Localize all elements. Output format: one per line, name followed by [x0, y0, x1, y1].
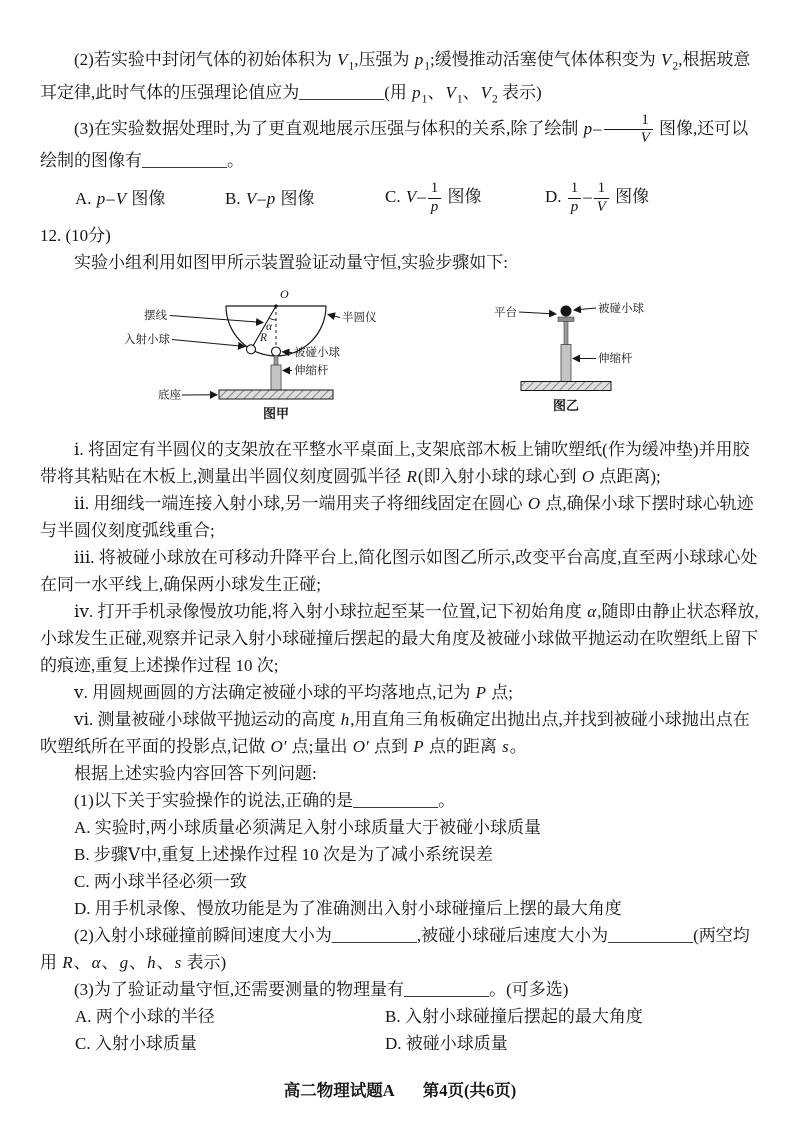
q11-options	[40, 181, 760, 215]
q12-q3-options	[40, 1003, 760, 1057]
q11-option-d: D. $\frac{1}{p}$ – $\frac{1}{V}$ 图像	[545, 180, 650, 215]
q11-part3: (3)在实验数据处理时,为了更直观地展示压强与体积的关系,除了绘制 p– $\frac{1}{V}$ 图像,还可以绘制的图像有__________。	[40, 111, 749, 171]
q12-step-vi: ⅵ. 测量被碰小球做平抛运动的高度 h,用直角三角板确定出抛出点,并找到被碰小球抛出点在吹塑纸所在平面的投影点,记做 O′ 点;量出 O′ 点到 P 点的距离 s。	[40, 709, 750, 756]
telescopic-rod-lower	[561, 344, 571, 381]
alpha-label: α	[265, 320, 273, 333]
base-block	[521, 381, 611, 390]
telescopic-rod-upper	[564, 321, 568, 344]
struck-ball	[561, 305, 572, 316]
q12-q1-option-c: C. 两小球半径必须一致	[74, 871, 247, 891]
q12-step-ii: ⅱ. 用细线一端连接入射小球,另一端用夹子将细线固定在圆心 O 点,确保小球下摆时球心轨迹与半圆仪刻度弧线重合;	[40, 493, 754, 540]
q12-q3-option-d: D. 被碰小球质量	[385, 1033, 508, 1053]
q12-lead: 根据上述实验内容回答下列问题:	[74, 763, 317, 783]
struck-ball-label: 被碰小球	[294, 346, 340, 359]
q12-q1-option-d: D. 用手机录像、慢放功能是为了准确测出入射小球碰撞后上摆的最大角度	[74, 898, 622, 918]
struck-ball-label: 被碰小球	[598, 302, 644, 315]
leader-arrow	[283, 351, 293, 352]
platform-label: 平台	[494, 306, 517, 319]
telescopic-rod-upper	[274, 356, 278, 365]
q12-q3-option-b: B. 入射小球碰撞后摆起的最大角度	[385, 1006, 643, 1026]
q12-q1-prompt: (1)以下关于实验操作的说法,正确的是__________。	[74, 790, 456, 810]
protractor-label: 半圆仪	[342, 311, 377, 324]
base-block	[219, 390, 333, 399]
q12-step-v: ⅴ. 用圆规画圆的方法确定被碰小球的平均落地点,记为 P 点;	[74, 682, 513, 702]
leader-arrow	[328, 314, 340, 317]
q11-option-b: B. V–p 图像	[225, 188, 315, 208]
footer-title: 高二物理试题A	[283, 1081, 395, 1100]
q12-number: 12. (10分)	[40, 225, 111, 245]
figure-jia-caption: 图甲	[262, 405, 290, 421]
q12-q1-option-a: A. 实验时,两小球质量必须满足入射小球质量大于被碰小球质量	[74, 817, 542, 837]
q11-option-c: C. V– $\frac{1}{p}$ 图像	[385, 180, 482, 215]
q12-q3-prompt: (3)为了验证动量守恒,还需要测量的物理量有__________。(可多选)	[74, 979, 569, 999]
platform	[558, 317, 574, 322]
leader-arrow	[170, 315, 263, 322]
struck-ball	[272, 347, 281, 356]
angle-arc	[269, 318, 276, 320]
figure-jia	[116, 280, 426, 430]
q12-figures	[40, 280, 760, 430]
figure-yi-caption: 图乙	[552, 397, 580, 413]
q12-q2-prompt: (2)入射小球碰撞前瞬间速度大小为__________,被碰小球碰后速度大小为__________(两空均用 R、α、g、h、s 表示)	[40, 925, 750, 972]
base-label: 底座	[158, 389, 181, 402]
footer-page-number: 第4页(共6页)	[422, 1081, 517, 1100]
q12-intro: 实验小组利用如图甲所示装置验证动量守恒,实验步骤如下:	[74, 252, 508, 272]
pendulum-line-label: 摆线	[144, 309, 167, 322]
point-o-label: O	[280, 286, 289, 301]
q12-step-i: ⅰ. 将固定有半圆仪的支架放在平整水平桌面上,支架底部木板上铺吹塑纸(作为缓冲垫)并用胶带将其粘贴在木板上,测量出半圆仪刻度圆弧半径 R(即入射小球的球心到 O 点距离);	[40, 439, 750, 486]
q12-q3-option-a: A. 两个小球的半径	[75, 1006, 215, 1026]
q12-step-iii: ⅲ. 将被碰小球放在可移动升降平台上,简化图示如图乙所示,改变平台高度,直至两小球球心处在同一水平线上,确保两小球发生正碰;	[40, 547, 758, 594]
q12-step-iv: ⅳ. 打开手机录像慢放功能,将入射小球拉起至某一位置,记下初始角度 α,随即由静止状态释放,小球发生正碰,观察并记录入射小球碰撞后摆起的最大角度及被碰小球做平抛运动在吹塑纸上留下的痕迹,重复上述操作过程 10 次;	[40, 601, 759, 675]
telescopic-rod-label: 伸缩杆	[294, 364, 329, 377]
incident-ball	[247, 344, 256, 353]
q12-q3-option-c: C. 入射小球质量	[75, 1033, 197, 1053]
leader-arrow	[574, 308, 596, 310]
leader-arrow	[519, 312, 556, 314]
q12-q1-option-b: B. 步骤Ⅴ中,重复上述操作过程 10 次是为了减小系统误差	[74, 844, 493, 864]
telescopic-rod-lower	[271, 365, 281, 390]
q11-option-a: A. p–V 图像	[75, 188, 166, 208]
figure-yi	[474, 280, 684, 430]
telescopic-rod-label: 伸缩杆	[598, 352, 633, 365]
page-footer	[0, 1077, 800, 1104]
radius-label: R	[260, 331, 268, 344]
q11-part2: (2)若实验中封闭气体的初始体积为 $V_1$,压强为 $p_1$;缓慢推动活塞使气体体积变为 $V_2$,根据玻意耳定律,此时气体的压强理论值应为__________(用 $p_1$、$V_1$、$V_2$ 表示)	[40, 50, 751, 106]
leader-arrow	[172, 339, 245, 346]
incident-ball-label: 入射小球	[124, 333, 170, 346]
